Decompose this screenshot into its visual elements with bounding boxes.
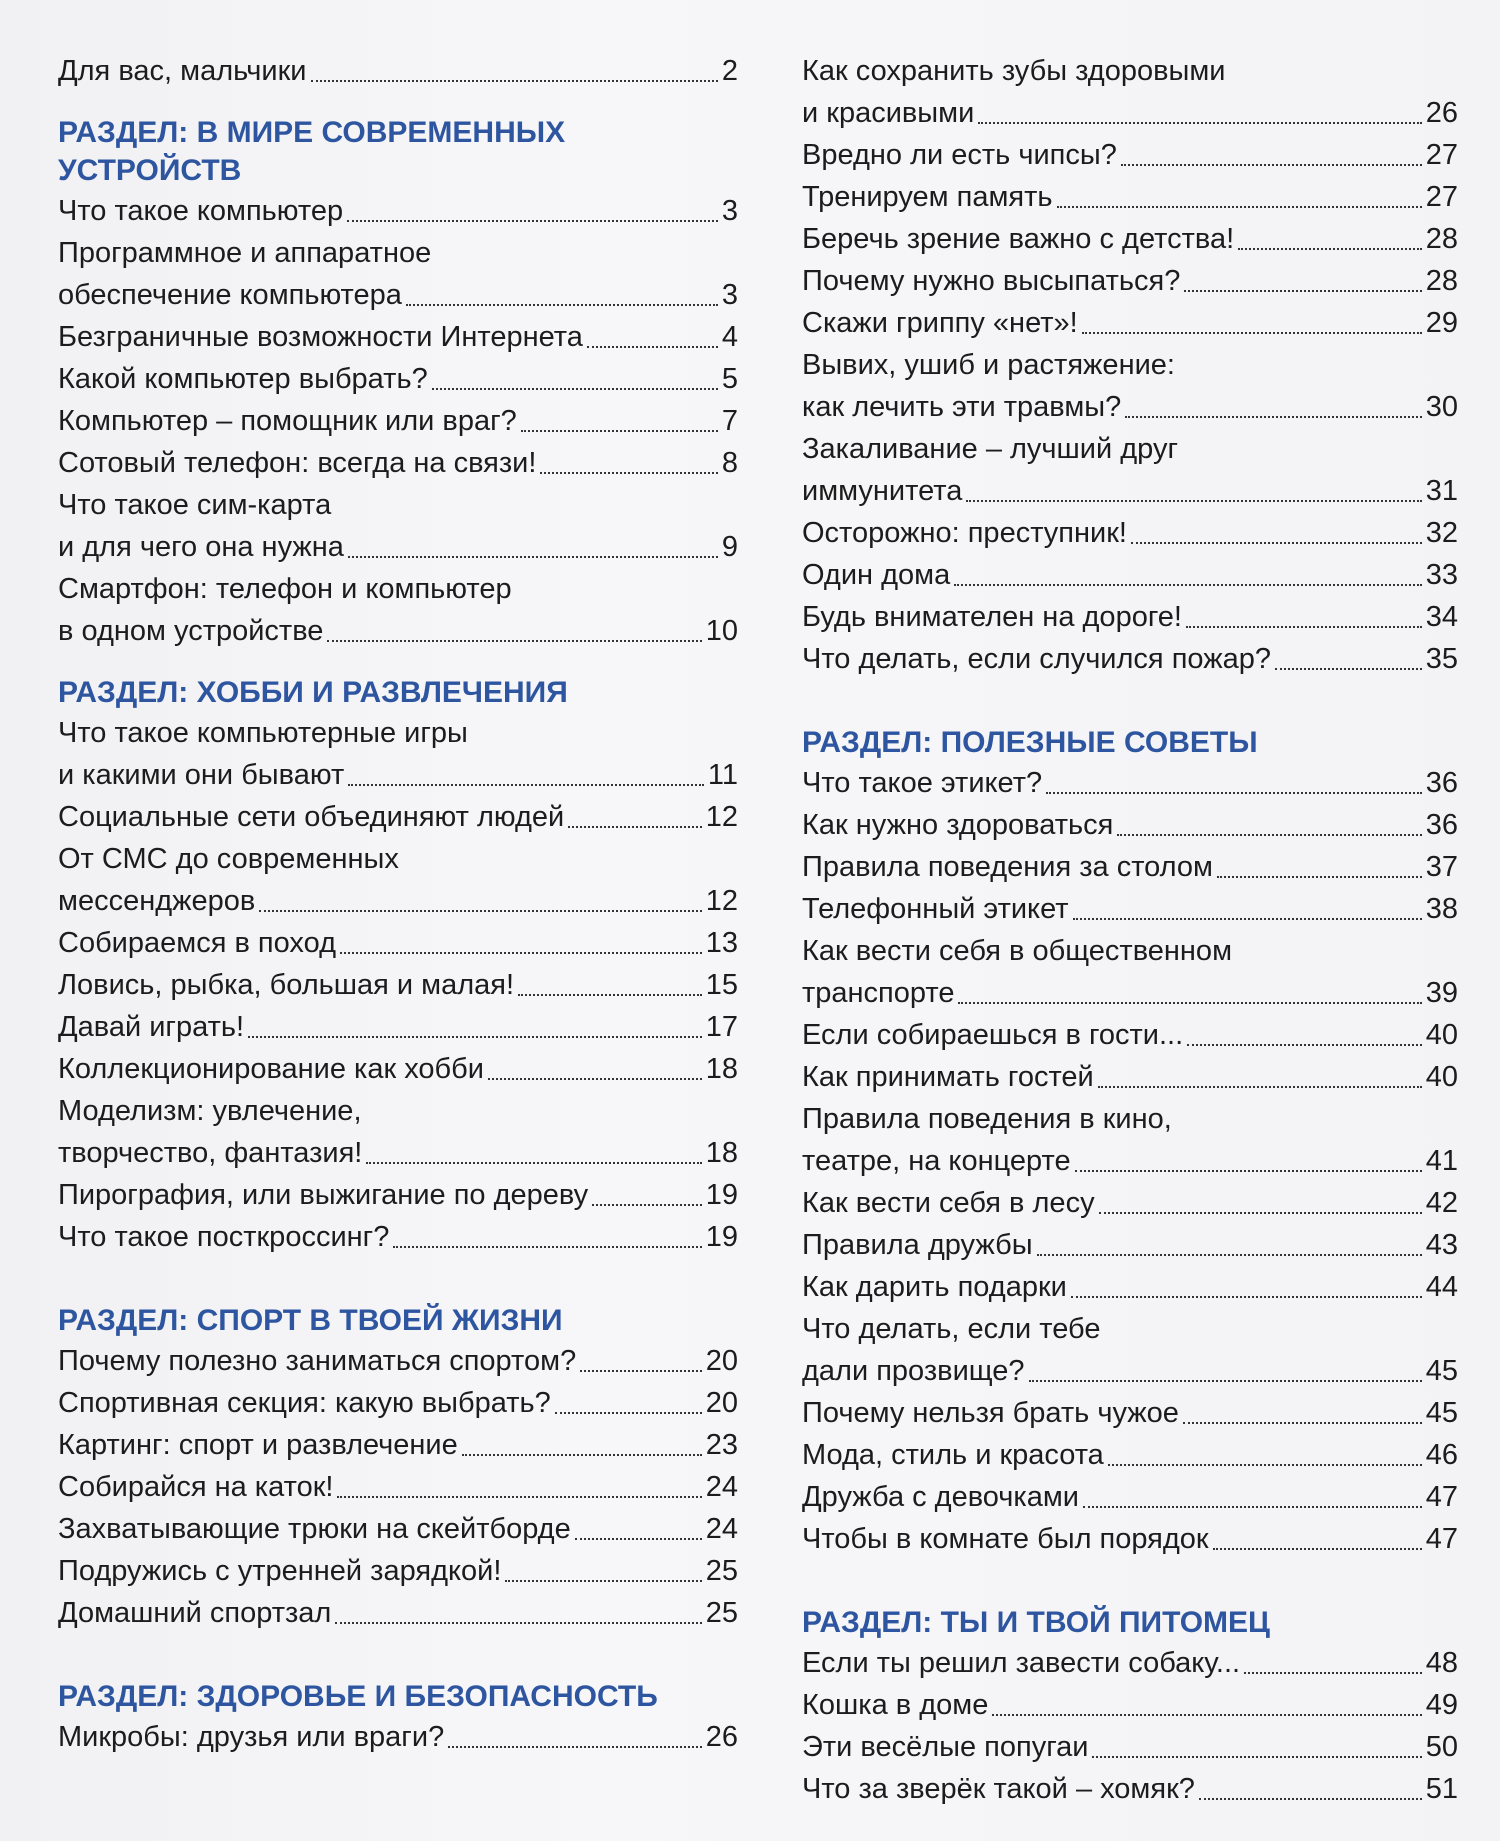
toc-entry-title-line: Давай играть! [58,1011,245,1043]
page-number: 27 [1425,139,1458,171]
toc-entry-title-line: Что такое посткроссинг? [58,1221,390,1253]
page-number: 26 [705,1721,738,1753]
dot-leader [1046,792,1422,794]
toc-entry-title-line: Пирография, или выжигание по дереву [58,1179,589,1211]
dot-leader [327,640,701,642]
page-number: 9 [721,531,738,563]
toc-entry-title-line: Подружись с утренней зарядкой! [58,1555,502,1587]
dot-leader [1098,1086,1422,1088]
page-number: 7 [721,405,738,437]
page-number: 28 [1425,223,1458,255]
dot-leader [1187,1044,1422,1046]
toc-entry-title-line: Что делать, если тебе [802,1313,1101,1345]
toc-entry-title-line: мессенджеров [58,885,256,917]
toc-entry[interactable] [58,1716,738,1758]
dot-leader [1117,834,1421,836]
toc-entry[interactable] [802,176,1458,218]
toc-entry[interactable] [58,358,738,400]
dot-leader [587,346,718,348]
toc-entry-title-line: Правила поведения в кино, [802,1103,1172,1135]
toc-entry-title-line: Собираемся в поход [58,927,337,959]
toc-right-column [802,50,1458,1810]
dot-leader [311,80,718,82]
toc-entry-title-line: Ловись, рыбка, большая и малая! [58,969,515,1001]
dot-leader [978,122,1421,124]
page-number: 36 [1425,809,1458,841]
page-number: 3 [721,195,738,227]
page-number: 47 [1425,1481,1458,1513]
dot-leader [1217,876,1422,878]
page-number: 40 [1425,1061,1458,1093]
toc-entry[interactable] [802,1434,1458,1476]
dot-leader [462,1454,702,1456]
toc-entry-title-line: Телефонный этикет [802,893,1069,925]
dot-leader [1099,1212,1422,1214]
page-number: 44 [1425,1271,1458,1303]
dot-leader [555,1412,702,1414]
page-number: 24 [705,1471,738,1503]
dot-leader [366,1162,701,1164]
toc-entry[interactable] [58,712,738,796]
page-number: 28 [1425,265,1458,297]
dot-leader [1186,626,1422,628]
toc-entry-title-line: Почему нельзя брать чужое [802,1397,1179,1429]
toc-entry-title-line: Спортивная секция: какую выбрать? [58,1387,551,1419]
dot-leader [575,1538,702,1540]
dot-leader [337,1496,701,1498]
toc-entry[interactable] [58,232,738,316]
toc-entry-title-line: Правила поведения за столом [802,851,1213,883]
toc-entry-title-line: Моделизм: увлечение, [58,1095,362,1127]
toc-entry-title-line: Для вас, мальчики [58,55,307,87]
toc-entry[interactable] [58,1216,738,1258]
toc-entry-title-line: Как дарить подарки [802,1271,1067,1303]
page-number: 20 [705,1345,738,1377]
toc-entry[interactable] [802,1726,1458,1768]
toc-entry[interactable] [802,1014,1458,1056]
dot-leader [954,584,1422,586]
toc-entry[interactable] [58,50,738,92]
page-number: 48 [1425,1647,1458,1679]
toc-entry-title-line: Домашний спортзал [58,1597,332,1629]
dot-leader [488,1078,702,1080]
page-number: 23 [705,1429,738,1461]
dot-leader [1183,1422,1422,1424]
page-number: 49 [1425,1689,1458,1721]
page-number: 35 [1425,643,1458,675]
page-number: 2 [721,55,738,87]
page-number: 39 [1425,977,1458,1009]
toc-left-column [58,50,738,1758]
toc-entry-title-line: транспорте [802,977,955,1009]
toc-entry[interactable] [58,1466,738,1508]
dot-leader [1131,542,1422,544]
dot-leader [1244,1672,1422,1674]
dot-leader [1092,1756,1421,1758]
toc-entry[interactable] [802,1308,1458,1392]
toc-entry[interactable] [58,1424,738,1466]
dot-leader [335,1622,701,1624]
dot-leader [958,1002,1421,1004]
toc-entry-title-line: Как сохранить зубы здоровыми [802,55,1226,87]
toc-entry[interactable] [802,1098,1458,1182]
toc-entry-title-line: Коллекционирование как хобби [58,1053,484,1085]
toc-entry[interactable] [58,1550,738,1592]
toc-entry-title-line: Что такое сим-карта [58,489,332,521]
dot-leader [1073,918,1422,920]
toc-entry-title-line: Как принимать гостей [802,1061,1094,1093]
page-number: 27 [1425,181,1458,213]
dot-leader [1082,332,1422,334]
toc-entry[interactable] [58,796,738,838]
page-number: 12 [705,885,738,917]
page-number: 31 [1425,475,1458,507]
toc-entry-title-line: Скажи гриппу «нет»! [802,307,1078,339]
toc-entry-title-line: Безграничные возможности Интернета [58,321,583,353]
toc-entry[interactable] [802,218,1458,260]
dot-leader [347,220,718,222]
toc-entry[interactable] [58,922,738,964]
toc-entry[interactable] [802,930,1458,1014]
toc-entry-title-line: Собирайся на каток! [58,1471,334,1503]
page-number: 15 [705,969,738,1001]
dot-leader [1238,248,1422,250]
dot-leader [1125,416,1421,418]
toc-entry[interactable] [802,512,1458,554]
toc-entry[interactable] [802,554,1458,596]
page-number: 29 [1425,307,1458,339]
toc-entry-title-line: Если собираешься в гости... [802,1019,1184,1051]
page-number: 45 [1425,1397,1458,1429]
dot-leader [521,430,718,432]
toc-entry-title-line: Вредно ли есть чипсы? [802,139,1117,171]
toc-entry[interactable] [58,1340,738,1382]
toc-entry-title-line: театре, на концерте [802,1145,1071,1177]
dot-leader [1057,206,1422,208]
toc-entry-title-line: Кошка в доме [802,1689,989,1721]
dot-leader [348,556,718,558]
toc-entry-title-line: Как нужно здороваться [802,809,1114,841]
page-number: 11 [707,759,738,791]
page-number: 36 [1425,767,1458,799]
toc-entry-title-line: Какой компьютер выбрать? [58,363,428,395]
toc-entry[interactable] [802,1056,1458,1098]
section-heading: РАЗДЕЛ: ПОЛЕЗНЫЕ СОВЕТЫ [802,726,1258,759]
dot-leader [966,500,1421,502]
page-number: 20 [705,1387,738,1419]
page-number: 37 [1425,851,1458,883]
toc-entry-title-line: От СМС до современных [58,843,399,875]
toc-entry[interactable] [58,190,738,232]
page-number: 18 [705,1053,738,1085]
page-number: 34 [1425,601,1458,633]
toc-entry[interactable] [802,638,1458,680]
toc-entry[interactable] [58,484,738,568]
dot-leader [568,826,701,828]
page-number: 12 [705,801,738,833]
toc-entry[interactable] [58,568,738,652]
toc-entry-title-line: Почему полезно заниматься спортом? [58,1345,577,1377]
toc-entry-title-line: Правила дружбы [802,1229,1033,1261]
page-number: 30 [1425,391,1458,423]
section-heading: РАЗДЕЛ: В МИРЕ СОВРЕМЕННЫХ УСТРОЙСТВ [58,116,566,187]
dot-leader [518,994,702,996]
dot-leader [448,1746,702,1748]
toc-entry[interactable] [802,260,1458,302]
page-number: 26 [1425,97,1458,129]
section-heading: РАЗДЕЛ: ХОББИ И РАЗВЛЕЧЕНИЯ [58,676,568,709]
toc-entry[interactable] [802,428,1458,512]
toc-entry-title-line: Социальные сети объединяют людей [58,801,565,833]
toc-entry-title-line: Картинг: спорт и развлечение [58,1429,458,1461]
toc-entry-title-line: Сотовый телефон: всегда на связи! [58,447,537,479]
toc-entry[interactable] [802,762,1458,804]
toc-entry-title-line: Как вести себя в лесу [802,1187,1095,1219]
toc-entry-title-line: Мода, стиль и красота [802,1439,1104,1471]
page-number: 18 [705,1137,738,1169]
toc-entry[interactable] [802,1266,1458,1308]
page-number: 13 [705,927,738,959]
toc-entry[interactable] [802,1684,1458,1726]
page-number: 25 [705,1555,738,1587]
toc-entry-title-line: обеспечение компьютера [58,279,402,311]
dot-leader [259,910,701,912]
dot-leader [1075,1170,1422,1172]
dot-leader [505,1580,701,1582]
toc-entry-title-line: Что такое этикет? [802,767,1043,799]
toc-entry[interactable] [802,302,1458,344]
page-number: 45 [1425,1355,1458,1387]
dot-leader [1199,1798,1422,1800]
toc-entry[interactable] [58,316,738,358]
toc-entry-title-line: Один дома [802,559,951,591]
toc-entry-title-line: Что за зверёк такой – хомяк? [802,1773,1195,1805]
page-number: 42 [1425,1187,1458,1219]
toc-entry[interactable] [802,1182,1458,1224]
dot-leader [432,388,718,390]
page-number: 38 [1425,893,1458,925]
dot-leader [1184,290,1421,292]
toc-entry-title-line: в одном устройстве [58,615,324,647]
page-number: 50 [1425,1731,1458,1763]
toc-entry-title-line: Компьютер – помощник или враг? [58,405,517,437]
toc-entry-title-line: творчество, фантазия! [58,1137,363,1169]
dot-leader [1071,1296,1422,1298]
dot-leader [406,304,718,306]
toc-entry-title-line: Эти весёлые попугаи [802,1731,1089,1763]
toc-entry[interactable] [58,964,738,1006]
dot-leader [992,1714,1421,1716]
toc-entry-title-line: Беречь зрение важно с детства! [802,223,1235,255]
toc-entry[interactable] [802,804,1458,846]
toc-entry-title-line: Программное и аппаратное [58,237,432,269]
page-number: 10 [705,615,738,647]
dot-leader [248,1036,702,1038]
page-number: 4 [721,321,738,353]
toc-entry-title-line: Если ты решил завести собаку... [802,1647,1241,1679]
dot-leader [1037,1254,1422,1256]
toc-entry-title-line: Дружба с девочками [802,1481,1080,1513]
page-number: 46 [1425,1439,1458,1471]
toc-entry-title-line: Закаливание – лучший друг [802,433,1179,465]
dot-leader [348,784,704,786]
section-heading: РАЗДЕЛ: ЗДОРОВЬЕ И БЕЗОПАСНОСТЬ [58,1680,658,1713]
toc-entry[interactable] [802,134,1458,176]
toc-entry[interactable] [58,1382,738,1424]
toc-entry[interactable] [802,50,1458,134]
dot-leader [1121,164,1422,166]
toc-entry-title-line: Вывих, ушиб и растяжение: [802,349,1175,381]
toc-entry[interactable] [802,344,1458,428]
toc-entry-title-line: иммунитета [802,475,963,507]
page-number: 41 [1425,1145,1458,1177]
toc-entry[interactable] [802,846,1458,888]
toc-entry[interactable] [802,1642,1458,1684]
toc-entry-title-line: Что такое компьютерные игры [58,717,468,749]
toc-entry-title-line: дали прозвище? [802,1355,1025,1387]
dot-leader [340,952,702,954]
dot-leader [393,1246,701,1248]
dot-leader [540,472,717,474]
toc-entry[interactable] [802,1392,1458,1434]
toc-entry[interactable] [802,1224,1458,1266]
toc-entry[interactable] [58,400,738,442]
toc-entry-title-line: и красивыми [802,97,975,129]
page-number: 40 [1425,1019,1458,1051]
toc-entry[interactable] [802,1518,1458,1560]
page-number: 47 [1425,1523,1458,1555]
toc-entry-title-line: Что делать, если случился пожар? [802,643,1271,675]
dot-leader [592,1204,702,1206]
toc-entry[interactable] [58,1174,738,1216]
page-number: 32 [1425,517,1458,549]
page-number: 3 [721,279,738,311]
toc-entry[interactable] [58,1048,738,1090]
toc-entry-title-line: Микробы: друзья или враги? [58,1721,445,1753]
toc-entry-title-line: и какими они бывают [58,759,345,791]
page-number: 25 [705,1597,738,1629]
section-heading: РАЗДЕЛ: СПОРТ В ТВОЕЙ ЖИЗНИ [58,1304,563,1337]
toc-entry-title-line: Почему нужно высыпаться? [802,265,1181,297]
toc-entry[interactable] [802,596,1458,638]
page-number: 43 [1425,1229,1458,1261]
dot-leader [1029,1380,1422,1382]
toc-entry-title-line: как лечить эти травмы? [802,391,1122,423]
toc-entry-title-line: Осторожно: преступник! [802,517,1127,549]
dot-leader [580,1370,702,1372]
toc-entry-title-line: Захватывающие трюки на скейтборде [58,1513,571,1545]
toc-entry-title-line: и для чего она нужна [58,531,344,563]
page-number: 51 [1425,1773,1458,1805]
dot-leader [1108,1464,1422,1466]
toc-entry-title-line: Что такое компьютер [58,195,344,227]
page-number: 19 [705,1221,738,1253]
page-number: 24 [705,1513,738,1545]
dot-leader [1213,1548,1422,1550]
toc-entry[interactable] [58,1006,738,1048]
page-number: 5 [721,363,738,395]
page-number: 33 [1425,559,1458,591]
toc-entry-title-line: Будь внимателен на дороге! [802,601,1182,633]
toc-entry-title-line: Тренируем память [802,181,1053,213]
page-number: 17 [705,1011,738,1043]
toc-entry-title-line: Смартфон: телефон и компьютер [58,573,512,605]
dot-leader [1275,668,1422,670]
toc-entry[interactable] [802,888,1458,930]
page-number: 19 [705,1179,738,1211]
dot-leader [1083,1506,1422,1508]
toc-entry[interactable] [58,1508,738,1550]
toc-entry[interactable] [58,838,738,922]
toc-entry[interactable] [58,1090,738,1174]
toc-entry-title-line: Чтобы в комнате был порядок [802,1523,1209,1555]
toc-entry[interactable] [58,442,738,484]
toc-entry-title-line: Как вести себя в общественном [802,935,1233,967]
toc-entry[interactable] [58,1592,738,1634]
toc-entry[interactable] [802,1768,1458,1810]
section-heading: РАЗДЕЛ: ТЫ И ТВОЙ ПИТОМЕЦ [802,1606,1270,1639]
toc-entry[interactable] [802,1476,1458,1518]
page-number: 8 [721,447,738,479]
